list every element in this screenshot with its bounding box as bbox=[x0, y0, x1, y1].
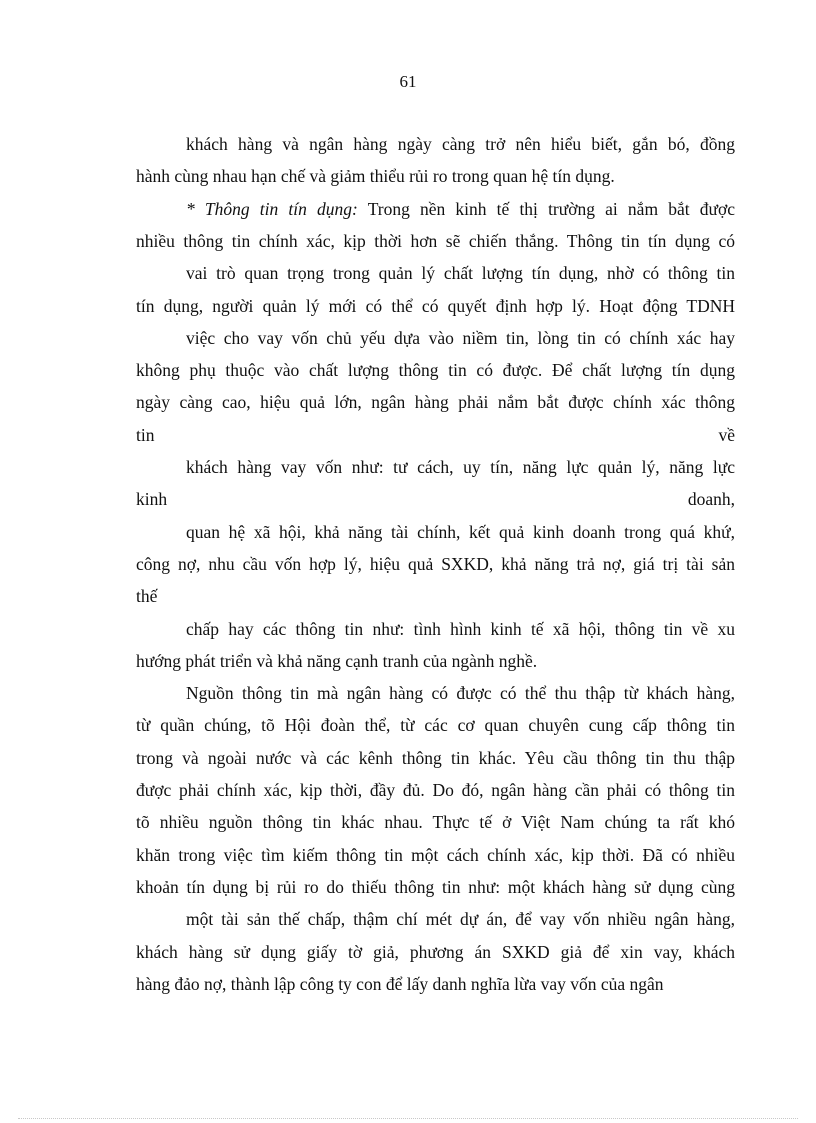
text-line bbox=[186, 198, 735, 220]
text-line-content: tín dụng, người quản lý mới có thể có quyết định hợp lý. Hoạt động TDNH bbox=[136, 295, 735, 316]
page-bottom-divider bbox=[18, 1118, 798, 1119]
text-line bbox=[136, 424, 735, 446]
text-line-content: hành cùng nhau hạn chế và giảm thiểu rủi ro trong quan hệ tín dụng. bbox=[136, 166, 615, 187]
text-line bbox=[136, 391, 735, 413]
text-line-content: khách hàng sử dụng giấy tờ giả, phương án SXKD giả để xin vay, khách bbox=[136, 941, 735, 962]
text-line-content: thế bbox=[136, 586, 158, 607]
text-line-content: trong và ngoài nước và các kênh thông tin khác. Yêu cầu thông tin thu thập bbox=[136, 747, 735, 768]
text-line-content: được phải chính xác, kịp thời, đầy đủ. Do đó, ngân hàng cần phải có thông tin bbox=[136, 780, 735, 800]
text-line bbox=[136, 359, 735, 381]
text-line-content: không phụ thuộc vào chất lượng thông tin có được. Để chất lượng tín dụng bbox=[136, 360, 735, 381]
text-line bbox=[136, 295, 735, 317]
text-line bbox=[186, 618, 735, 640]
text-line-content: chấp hay các thông tin như: tình hình kinh tế xã hội, thông tin về xu bbox=[186, 618, 735, 639]
text-line-content: vai trò quan trọng trong quản lý chất lượng tín dụng, nhờ có thông tin bbox=[186, 263, 735, 284]
text-line bbox=[186, 682, 735, 704]
text-line bbox=[136, 230, 735, 252]
text-line bbox=[136, 488, 735, 510]
text-line-content: công nợ, nhu cầu vốn hợp lý, hiệu quả SXKD, khả năng trả nợ, giá trị tài sản bbox=[136, 553, 735, 574]
text-line-content: tõ nhiều nguồn thông tin khác nhau. Thực tế ở Việt Nam chúng ta rất khó bbox=[136, 812, 735, 833]
text-line bbox=[136, 585, 735, 607]
text-line-content: một tài sản thế chấp, thậm chí mét dự án, để vay vốn nhiều ngân hàng, bbox=[186, 909, 735, 930]
text-line bbox=[136, 941, 735, 963]
text-line bbox=[136, 811, 735, 833]
text-line bbox=[186, 521, 735, 543]
page-number: 61 bbox=[399, 72, 417, 91]
text-line bbox=[136, 779, 735, 801]
text-line bbox=[136, 650, 735, 672]
text-line-content: Nguồn thông tin mà ngân hàng có được có thể thu thập từ khách hàng, bbox=[186, 683, 735, 704]
text-line-content: khách hàng và ngân hàng ngày càng trở nên hiểu biết, gắn bó, đồng bbox=[186, 134, 735, 154]
text-line bbox=[136, 973, 735, 995]
text-line bbox=[186, 327, 735, 349]
text-line bbox=[136, 747, 735, 769]
text-line-content: hướng phát triển và khả năng cạnh tranh của ngành nghề. bbox=[136, 650, 538, 671]
text-line bbox=[136, 553, 735, 575]
text-line bbox=[136, 844, 735, 866]
text-line-content: hàng đảo nợ, thành lập công ty con để lấy danh nghĩa lừa vay vốn của ngân bbox=[136, 973, 664, 994]
text-line-content: từ quần chúng, tõ Hội đoàn thể, từ các cơ quan chuyên cung cấp thông tin bbox=[136, 715, 735, 736]
text-line-content: khách hàng vay vốn như: tư cách, uy tín, năng lực quản lý, năng lực bbox=[186, 457, 735, 477]
text-line-content: việc cho vay vốn chủ yếu dựa vào niềm tin, lòng tin có chính xác hay bbox=[186, 327, 735, 348]
text-line bbox=[136, 165, 735, 187]
text-line bbox=[186, 908, 735, 930]
text-line bbox=[186, 133, 735, 155]
text-line-content: khăn trong việc tìm kiếm thông tin một cách chính xác, kịp thời. Đã có nhiều bbox=[136, 844, 735, 865]
text-line-content: tin về bbox=[136, 424, 735, 445]
text-line-content: ngày càng cao, hiệu quả lớn, ngân hàng phải nắm bắt được chính xác thông bbox=[136, 392, 735, 413]
text-line bbox=[186, 262, 735, 284]
text-line bbox=[136, 714, 735, 736]
text-line-content: khoản tín dụng bị rủi ro do thiếu thông tin như: một khách hàng sử dụng cùng bbox=[136, 876, 735, 897]
text-line-content: kinh doanh, bbox=[136, 489, 735, 510]
text-line-content: quan hệ xã hội, khả năng tài chính, kết quả kinh doanh trong quá khứ, bbox=[186, 521, 735, 542]
text-line-content: nhiều thông tin chính xác, kịp thời hơn sẽ chiến thắng. Thông tin tín dụng có bbox=[136, 230, 735, 251]
text-line-content: Trong nền kinh tế thị trường ai nắm bắt được bbox=[357, 198, 735, 219]
text-line bbox=[136, 876, 735, 898]
section-heading-italic: * Thông tin tín dụng: bbox=[186, 198, 358, 219]
text-line bbox=[186, 456, 735, 478]
